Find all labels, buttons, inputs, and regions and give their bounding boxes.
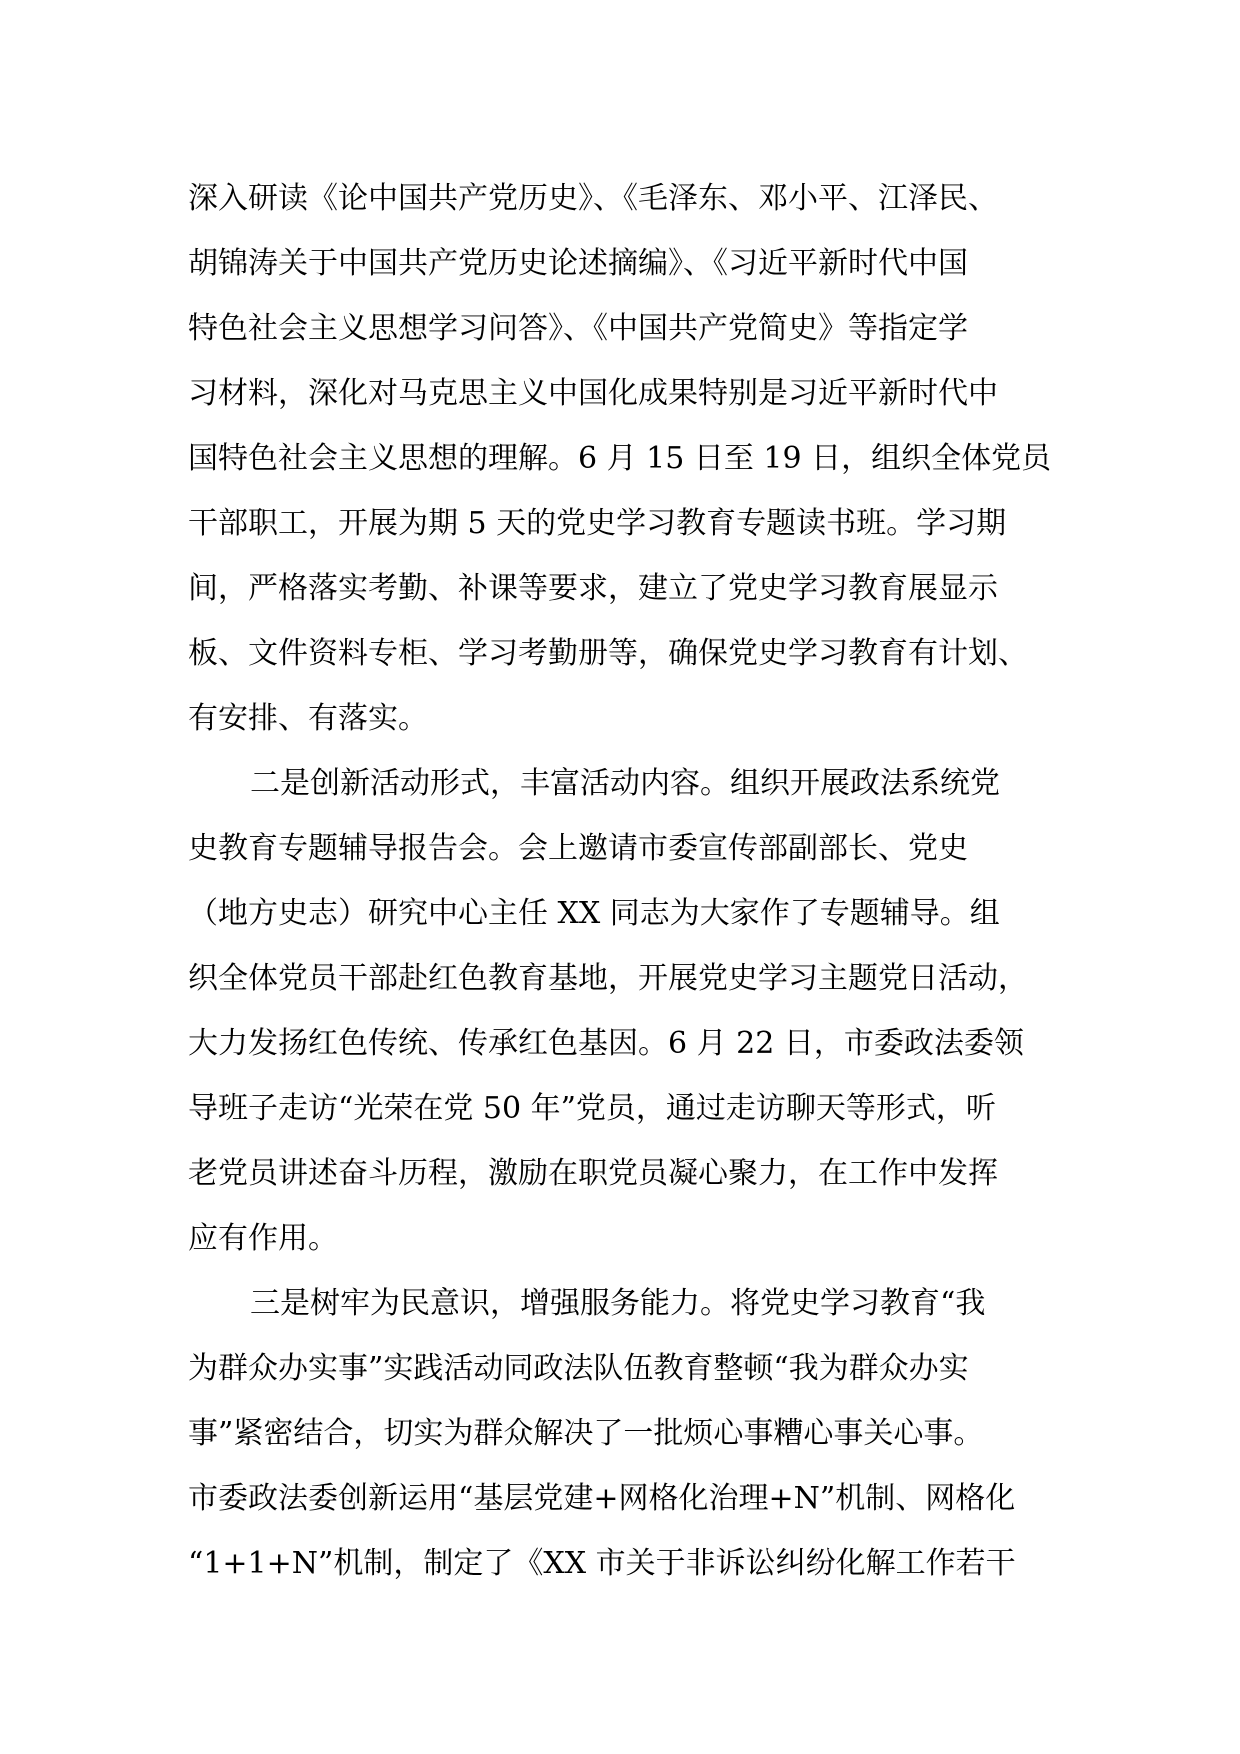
text-line: 国特色社会主义思想的理解。6 月 15 日至 19 日，组织全体党员 [188, 441, 1052, 476]
text-line: 为群众办实事”实践活动同政法队伍教育整顿“我为群众办实 [188, 1351, 969, 1386]
text-line: 三是树牢为民意识，增强服务能力。将党史学习教育“我 [250, 1286, 986, 1321]
text-line: 板、文件资料专柜、学习考勤册等，确保党史学习教育有计划、 [188, 636, 1028, 671]
text-line: 有安排、有落实。 [188, 701, 428, 736]
text-line: 大力发扬红色传统、传承红色基因。6 月 22 日，市委政法委领 [188, 1026, 1024, 1061]
paragraph-1 [188, 166, 1083, 751]
text-line: 间，严格落实考勤、补课等要求，建立了党史学习教育展显示 [188, 571, 998, 606]
paragraph-2 [188, 751, 1083, 1271]
text-line: 史教育专题辅导报告会。会上邀请市委宣传部副部长、党史 [188, 831, 968, 866]
text-line: 习材料，深化对马克思主义中国化成果特别是习近平新时代中 [188, 376, 998, 411]
text-line: 织全体党员干部赴红色教育基地，开展党史学习主题党日活动， [188, 961, 1028, 996]
text-line: （地方史志）研究中心主任 XX 同志为大家作了专题辅导。组 [188, 896, 1000, 931]
text-line: 市委政法委创新运用“基层党建+网格化治理+N”机制、网格化 [188, 1481, 1016, 1516]
text-line: 二是创新活动形式，丰富活动内容。组织开展政法系统党 [250, 766, 1000, 801]
text-line: “1+1+N”机制，制定了《XX 市关于非诉讼纠纷化解工作若干 [188, 1546, 1016, 1581]
text-line: 老党员讲述奋斗历程，激励在职党员凝心聚力，在工作中发挥 [188, 1156, 998, 1191]
text-line: 胡锦涛关于中国共产党历史论述摘编》、《习近平新时代中国 [188, 246, 968, 281]
text-line: 导班子走访“光荣在党 50 年”党员，通过走访聊天等形式，听 [188, 1091, 996, 1126]
document-body [188, 166, 1083, 1596]
text-line: 应有作用。 [188, 1221, 338, 1256]
text-line: 事”紧密结合，切实为群众解决了一批烦心事糟心事关心事。 [188, 1416, 984, 1451]
text-line: 深入研读《论中国共产党历史》、《毛泽东、邓小平、江泽民、 [188, 181, 998, 216]
paragraph-3 [188, 1271, 1083, 1596]
text-line: 干部职工，开展为期 5 天的党史学习教育专题读书班。学习期 [188, 506, 1007, 541]
text-line: 特色社会主义思想学习问答》、《中国共产党简史》等指定学 [188, 311, 968, 346]
